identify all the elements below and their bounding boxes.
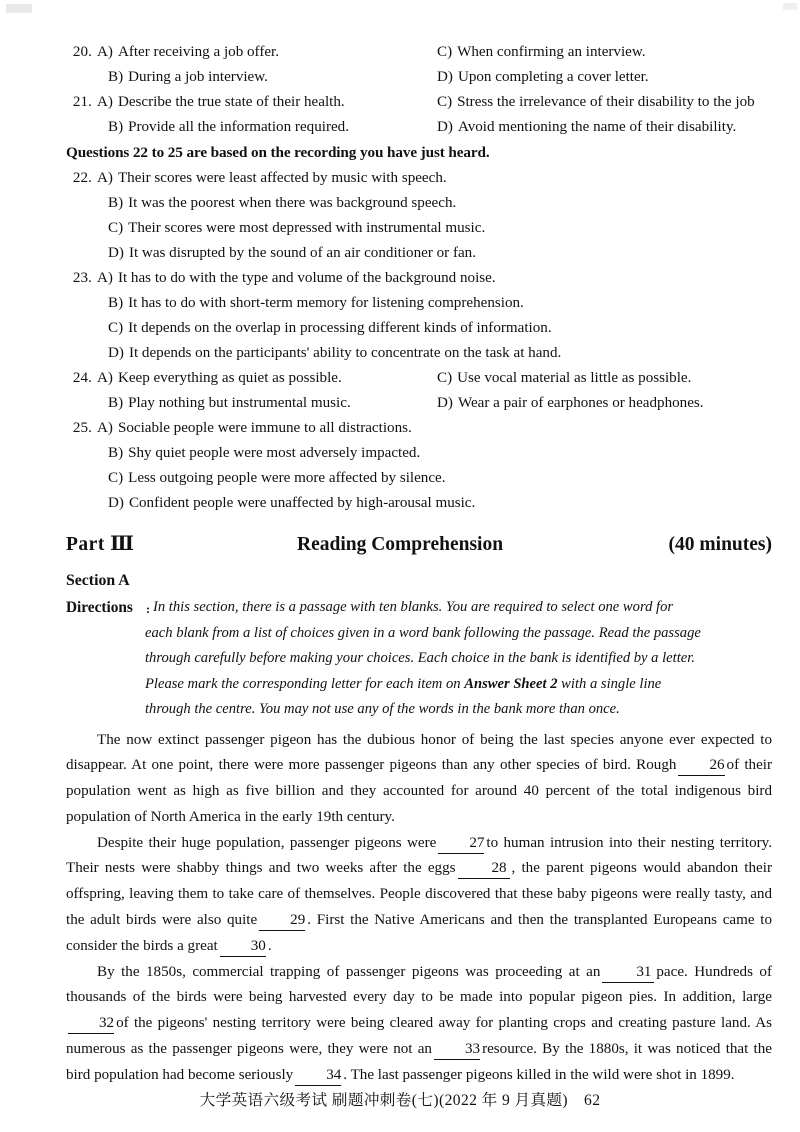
question-row-23a (66, 266, 772, 291)
passage-text: of the pigeons' nesting territory were being cleared away for planting crops and creating pasture land. As numerous as the passenger pigeons were, they were not an (66, 1015, 772, 1058)
passage-text: The now extinct passenger pigeon has the dubious honor of being the last species anyone ever expected to disappear. At one point, there were more passenger pigeons than any other species of bird. Rough (66, 731, 772, 774)
option-letter: C) (108, 320, 124, 336)
option-letter: A) (97, 370, 113, 386)
option-24-b[interactable] (108, 391, 351, 416)
option-text: Use vocal material as little as possible. (457, 370, 692, 386)
option-text: Their scores were most depressed with instrumental music. (128, 220, 486, 236)
question-row-24b (66, 391, 772, 416)
option-letter: A) (97, 44, 113, 60)
part-title: Reading Comprehension (297, 534, 504, 555)
question-number-24: 24. (72, 370, 92, 386)
option-21-d[interactable] (437, 115, 736, 140)
passage-text: resource. By the 1880s, it was noticed that the bird population had become seriously (66, 1041, 772, 1083)
question-row-22c (66, 216, 772, 241)
page-content (66, 40, 772, 1089)
option-letter: B) (108, 195, 124, 211)
option-text: Describe the true state of their health. (117, 94, 345, 110)
option-letter: C) (108, 220, 124, 236)
question-row-23b (66, 291, 772, 316)
directions-line-4 (145, 672, 772, 698)
option-text: Provide all the information required. (128, 119, 349, 135)
option-text: It was the poorest when there was background speech. (128, 195, 457, 211)
question-row-20a (66, 40, 772, 65)
option-letter: A) (97, 94, 113, 110)
blank-27[interactable]: 27 (438, 834, 484, 854)
part-time-allocation: (40 minutes) (668, 534, 772, 555)
option-text: Play nothing but instrumental music. (128, 395, 351, 411)
answer-sheet-reference: Answer Sheet 2 (464, 675, 558, 692)
option-letter: A) (97, 270, 113, 286)
passage-paragraph-3 (66, 960, 772, 1089)
option-letter: C) (108, 470, 124, 486)
option-20-b[interactable] (108, 65, 268, 90)
directions-block (66, 595, 772, 723)
option-20-c[interactable] (437, 40, 646, 65)
blank-33[interactable]: 33 (434, 1040, 480, 1060)
passage-text: . The last passenger pigeons killed in the wild were shot in 1899. (343, 1066, 735, 1083)
option-23-a[interactable] (97, 266, 496, 291)
question-row-23d (66, 341, 772, 366)
option-22-a[interactable] (97, 166, 447, 191)
question-row-21a (66, 90, 772, 115)
option-20-a[interactable] (97, 40, 279, 65)
question-number-25: 25. (72, 420, 92, 436)
passage-text: , the parent pigeons would abandon their offspring, leaving them to take care of themselves. People discovered that these baby pigeons were really tasty, and the adult birds were also quite (66, 860, 772, 929)
option-text: When confirming an interview. (457, 44, 646, 60)
option-21-a[interactable] (97, 90, 345, 115)
option-text: It has to do with the type and volume of the background noise. (117, 270, 496, 286)
option-text: It depends on the participants' ability to concentrate on the task at hand. (128, 345, 562, 361)
option-letter: B) (108, 69, 124, 85)
option-letter: B) (108, 445, 124, 461)
option-text: It has to do with short-term memory for listening comprehension. (128, 295, 524, 311)
option-25-d[interactable] (108, 491, 475, 516)
option-letter: D) (437, 119, 453, 135)
directions-line-5: through the centre. You may not use any of the words in the bank more than once. (145, 701, 620, 717)
option-letter: D) (108, 495, 124, 511)
option-22-b[interactable] (108, 191, 456, 216)
option-letter: C) (437, 370, 453, 386)
blank-29[interactable]: 29 (259, 911, 305, 931)
question-row-24a (66, 366, 772, 391)
question-number-23: 23. (72, 270, 92, 286)
option-text: Sociable people were immune to all distractions. (117, 420, 412, 436)
option-text: Shy quiet people were most adversely impacted. (128, 445, 421, 461)
option-letter: B) (108, 295, 124, 311)
option-24-a[interactable] (97, 366, 342, 391)
option-text: Confident people were unaffected by high-arousal music. (128, 495, 476, 511)
question-row-25b (66, 441, 772, 466)
passage-text: . (267, 937, 272, 954)
question-row-22d (66, 241, 772, 266)
footer-exam-title: 大学英语六级考试 刷题冲刺卷(七)(2022 年 9 月真题) (199, 1092, 569, 1109)
blank-34[interactable]: 34 (295, 1066, 341, 1086)
part-three-header (66, 527, 772, 563)
option-25-b[interactable] (108, 441, 420, 466)
passage-text: By the 1850s, commercial trapping of passenger pigeons was proceeding at an (97, 963, 601, 980)
option-text: During a job interview. (128, 69, 268, 85)
passage-text: of their population went as high as five billion and they accounted for around 40 percent of the total indigenous bird population of North America in the early 19th century. (66, 757, 772, 825)
option-text: Stress the irrelevance of their disability to the job (457, 94, 755, 110)
option-23-b[interactable] (108, 291, 524, 316)
question-row-23c (66, 316, 772, 341)
option-24-d[interactable] (437, 391, 704, 416)
blank-32[interactable]: 32 (68, 1014, 114, 1034)
option-letter: D) (437, 69, 453, 85)
option-letter: A) (97, 420, 113, 436)
question-number-20: 20. (72, 44, 92, 60)
option-letter: D) (437, 395, 453, 411)
question-row-25d (66, 491, 772, 516)
option-text: Keep everything as quiet as possible. (117, 370, 342, 386)
page-footer (0, 1088, 800, 1110)
passage-paragraph-1 (66, 728, 772, 831)
question-row-22b (66, 191, 772, 216)
question-row-25c (66, 466, 772, 491)
question-number-21: 21. (72, 94, 92, 110)
option-22-c[interactable] (108, 216, 485, 241)
option-text: It depends on the overlap in processing different kinds of information. (128, 320, 552, 336)
questions-22-to-25-heading: Questions 22 to 25 are based on the recording you have just heard. (66, 144, 490, 161)
option-21-b[interactable] (108, 115, 349, 140)
option-letter: D) (108, 245, 124, 261)
question-row-21b (66, 115, 772, 140)
directions-label: Directions (66, 599, 133, 616)
option-text: After receiving a job offer. (117, 44, 280, 60)
option-24-c[interactable] (437, 366, 691, 391)
option-letter: C) (437, 94, 453, 110)
option-letter: C) (437, 44, 453, 60)
blank-30[interactable]: 30 (220, 937, 266, 957)
option-23-d[interactable] (108, 341, 561, 366)
passage-text: to human intrusion into their nesting territory. Their nests were shabby things and two weeks after the eggs (66, 834, 772, 877)
passage-text: . First the Native Americans and then the transplanted Europeans came to consider the birds a great (66, 912, 772, 954)
option-letter: D) (108, 345, 124, 361)
option-21-c[interactable] (437, 90, 755, 115)
directions-line-3: through carefully before making your choices. Each choice in the bank is identified by a letter. (145, 650, 695, 666)
question-row-20b (66, 65, 772, 90)
option-text: Upon completing a cover letter. (457, 69, 649, 85)
directions-line-4-pre: Please mark the corresponding letter for each item on (145, 675, 465, 692)
blank-26[interactable]: 26 (678, 756, 724, 776)
option-text: Wear a pair of earphones or headphones. (457, 395, 704, 411)
option-text: Less outgoing people were more affected by silence. (128, 470, 446, 486)
question-number-22: 22. (72, 170, 92, 186)
option-23-c[interactable] (108, 316, 552, 341)
blank-31[interactable]: 31 (602, 963, 654, 983)
scan-edge-mark-top-right (783, 3, 797, 10)
option-25-c[interactable] (108, 466, 446, 491)
option-text: It was disrupted by the sound of an air conditioner or fan. (128, 245, 477, 261)
directions-line-2: each blank from a list of choices given in a word bank following the passage. Read the passage (145, 624, 701, 641)
directions-line-4-post: with a single line (557, 675, 662, 692)
directions-colon: : (146, 602, 150, 616)
option-25-a[interactable] (97, 416, 412, 441)
passage-text: Despite their huge population, passenger pigeons were (97, 834, 437, 851)
option-22-d[interactable] (108, 241, 476, 266)
option-letter: A) (97, 170, 113, 186)
question-row-22a (66, 166, 772, 191)
scan-edge-mark-top-left (6, 4, 32, 13)
option-text: Avoid mentioning the name of their disability. (457, 119, 737, 135)
option-letter: B) (108, 119, 124, 135)
part-label: Part Ⅲ (66, 534, 135, 555)
option-text: Their scores were least affected by music with speech. (117, 170, 447, 186)
question-row-25a (66, 416, 772, 441)
option-letter: B) (108, 395, 124, 411)
option-20-d[interactable] (437, 65, 649, 90)
passage-text: pace. Hundreds of thousands of the birds were being harvested every day to be made into popular pigeon pies. In addition, large (66, 963, 773, 1006)
directions-line-1: In this section, there is a passage with ten blanks. You are required to select one word for (153, 599, 674, 615)
section-a-title: Section A (66, 572, 130, 589)
passage-paragraph-2 (66, 831, 772, 960)
blank-28[interactable]: 28 (458, 859, 510, 879)
page-number: 62 (584, 1092, 601, 1109)
